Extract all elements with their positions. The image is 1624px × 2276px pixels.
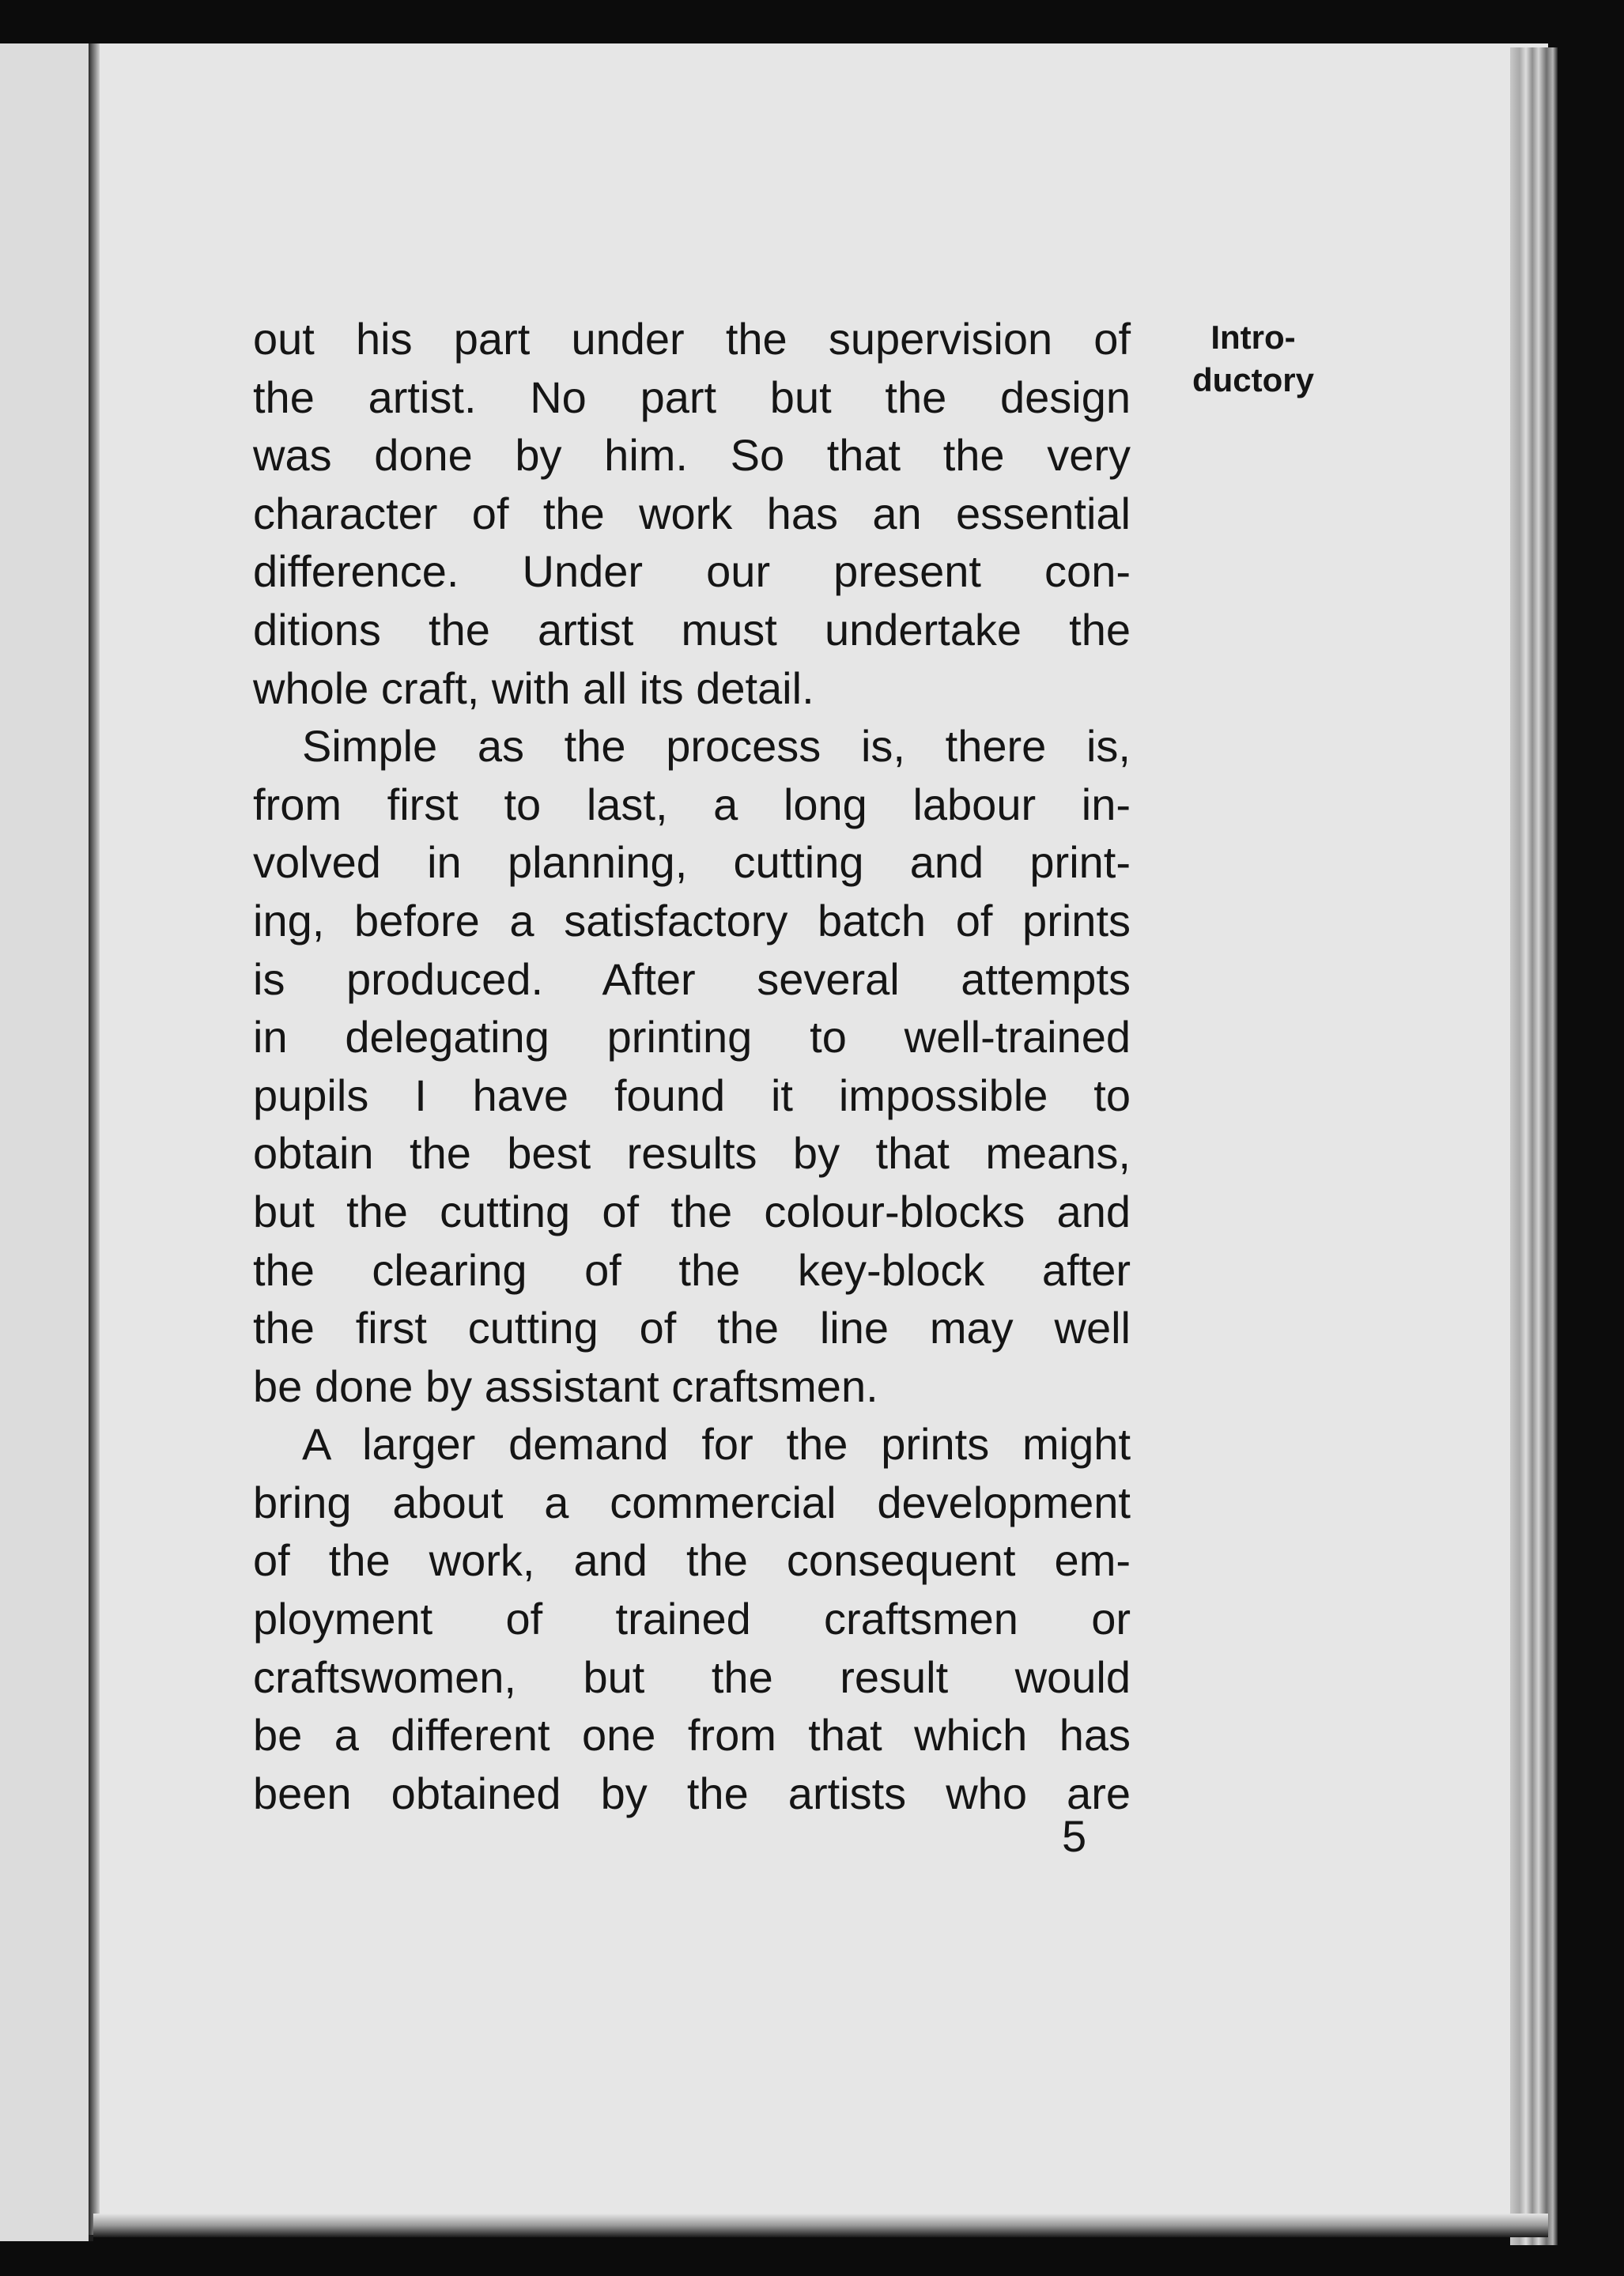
text-line: from first to last, a long labour in- — [253, 779, 1131, 829]
text-line: was done by him. So that the very — [253, 430, 1131, 481]
marginal-note-line: Intro- — [1210, 319, 1296, 356]
text-line: be a different one from that which has — [253, 1710, 1131, 1761]
text-line: whole craft, with all its detail. — [253, 662, 814, 713]
text-line: be done by assistant craftsmen. — [253, 1361, 878, 1411]
text-line: but the cutting of the colour-blocks and — [253, 1186, 1131, 1236]
text-line: the first cutting of the line may well — [253, 1303, 1131, 1353]
text-line: bring about a commercial development — [253, 1477, 1131, 1527]
gutter-shadow — [89, 43, 100, 2235]
text-line: A larger demand for the prints might — [302, 1419, 1131, 1470]
text-line: of the work, and the consequent em- — [253, 1535, 1131, 1586]
text-line: character of the work has an essential — [253, 488, 1131, 538]
text-line: pupils I have found it impossible to — [253, 1070, 1131, 1120]
text-line: the clearing of the key-block after — [253, 1244, 1131, 1295]
body-text — [253, 310, 1131, 1822]
text-line: in delegating printing to well-trained — [253, 1012, 1131, 1063]
page-number: 5 — [1062, 1811, 1087, 1861]
text-line: is produced. After several attempts — [253, 953, 1131, 1004]
text-line: the artist. No part but the design — [253, 372, 1131, 422]
text-line: ployment of trained craftsmen or — [253, 1594, 1131, 1644]
text-line: obtain the best results by that means, — [253, 1128, 1131, 1179]
text-line: difference. Under our present con- — [253, 546, 1131, 597]
marginal-note-line: ductory — [1192, 361, 1314, 398]
page-bottom-edge — [93, 2214, 1548, 2237]
page-stack-edge — [1510, 47, 1558, 2245]
text-line: been obtained by the artists who are — [253, 1768, 1131, 1818]
text-line: Simple as the process is, there is, — [302, 721, 1131, 772]
text-line: ing, before a satisfactory batch of prints — [253, 895, 1131, 946]
text-line: out his part under the supervision of — [253, 314, 1131, 364]
facing-page-edge — [0, 43, 93, 2241]
text-line: volved in planning, cutting and print- — [253, 837, 1131, 888]
text-line: craftswomen, but the result would — [253, 1651, 1131, 1702]
text-line: ditions the artist must undertake the — [253, 604, 1131, 655]
marginal-note — [1186, 316, 1320, 402]
